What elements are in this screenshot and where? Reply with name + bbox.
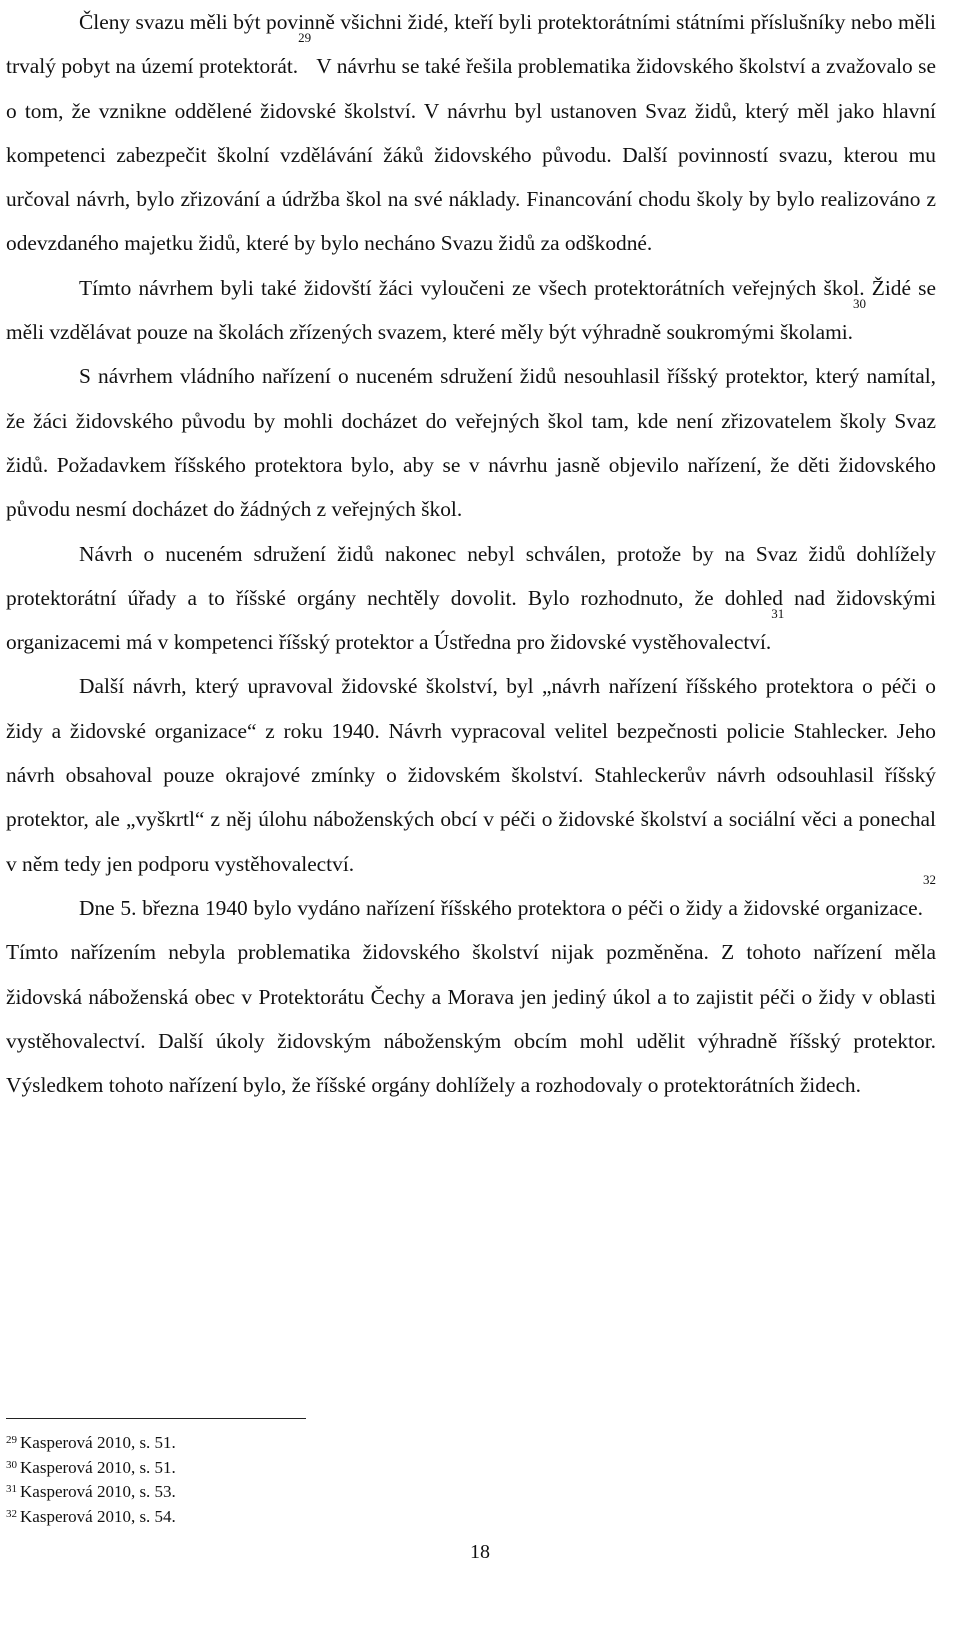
footnote-number: 30: [6, 1458, 17, 1471]
paragraph: [6, 266, 936, 355]
footnote-reference: 29: [298, 30, 312, 46]
footnote-number: 32: [6, 1507, 17, 1520]
body-text: [6, 0, 936, 1107]
paragraph-text: S návrhem vládního nařízení o nuceném sdružení židů nesouhlasil říšský protektor, který namítal, že žáci židovského původu by mohli docházet do veřejných škol tam, kde není zřizovatelem školy Svaz židů. Požadavkem říšského protektora bylo, aby se v návrhu jasně objevilo nařízení, že děti židovského původu nesmí docházet do žádných z veřejných škol.: [6, 364, 936, 522]
paragraph: [6, 664, 936, 885]
paragraph: [6, 354, 936, 531]
footnote-text: Kasperová 2010, s. 53.: [20, 1482, 176, 1501]
paragraph-text: Tímto nařízením nebyla problematika židovského školství nijak pozměněna. Z tohoto nařízení měla židovská náboženská obec v Protektorátu Čechy a Morava jen jediný úkol a to zajistit péči o židy v oblasti vystěhovalectví. Další úkoly židovským náboženským obcím mohl udělit výhradně říšský protektor. Výsledkem tohoto nařízení bylo, že říšské orgány dohlížely a rozhodovaly o protektorátních židech.: [6, 940, 936, 1098]
footnote-text: Kasperová 2010, s. 54.: [20, 1506, 176, 1526]
footnote-reference: 32: [923, 871, 936, 887]
paragraph-text: Tímto návrhem byli také židovští žáci vyloučeni ze všech protektorátních veřejných škol. Židé se měli vzdělávat pouze na školách zřízených svazem, které měly být výhradně soukromými školami.: [6, 275, 936, 345]
paragraph: [6, 871, 936, 1107]
paragraph-text: V návrhu se také řešila problematika židovského školství a zvažovalo se o tom, že vznikne oddělené židovské školství. V návrhu byl ustanoven Svaz židů, který měl jako hlavní kompetenci zabezpečit školní vzdělávání žáků židovského původu. Další povinností svazu, kterou mu určoval návrh, bylo zřizování a údržba škol na své náklady. Financování chodu školy by bylo realizováno z odevzdaného majetku židů, které by bylo necháno Svazu židů za odškodné.: [6, 54, 936, 256]
footnote-number: 31: [6, 1483, 17, 1495]
footnote-reference: 30: [853, 296, 867, 312]
footnote-number: 29: [6, 1434, 17, 1446]
footnote: [6, 1505, 176, 1530]
paragraph: [6, 532, 936, 665]
footnote-reference: 31: [771, 606, 785, 622]
paragraph-text: Návrh o nuceném sdružení židů nakonec nebyl schválen, protože by na Svaz židů dohlížely protektorátní úřady a to říšské orgány nechtěly dovolit. Bylo rozhodnuto, že dohled nad židovskými organizacemi má v kompetenci říšský protektor a Ústředna pro židovské vystěhovalectví.: [6, 541, 936, 655]
footnotes: [6, 1431, 176, 1529]
paragraph-text: Členy svazu měli být povinně všichni židé, kteří byli protektorátními státními příslušníky nebo měli trvalý pobyt na území protektorát.: [6, 10, 936, 79]
footnote: [6, 1480, 176, 1505]
footnote: [6, 1456, 176, 1481]
paragraph: [6, 0, 936, 266]
page-number: 18: [470, 1541, 490, 1563]
footnote-text: Kasperová 2010, s. 51.: [20, 1433, 176, 1452]
footnote: [6, 1431, 176, 1456]
footnote-text: Kasperová 2010, s. 51.: [20, 1457, 176, 1477]
paragraph-text: Další návrh, který upravoval židovské školství, byl „návrh nařízení říšského protektora o péči o židy a židovské organizace“ z roku 1940. Návrh vypracoval velitel bezpečnosti policie Stahlecker. Jeho návrh obsahoval pouze okrajové zmínky o židovském školství. Stahleckerův návrh odsouhlasil říšský protektor, ale „vyškrtl“ z něj úlohu náboženských obcí v péči o židovské školství a sociální věci a ponechal v něm tedy jen podporu vystěhovalectví.: [6, 674, 936, 876]
footnote-separator: [6, 1418, 306, 1419]
paragraph-text: Dne 5. března 1940 bylo vydáno nařízení říšského protektora o péči o židy a židovské organizace.: [79, 895, 923, 920]
